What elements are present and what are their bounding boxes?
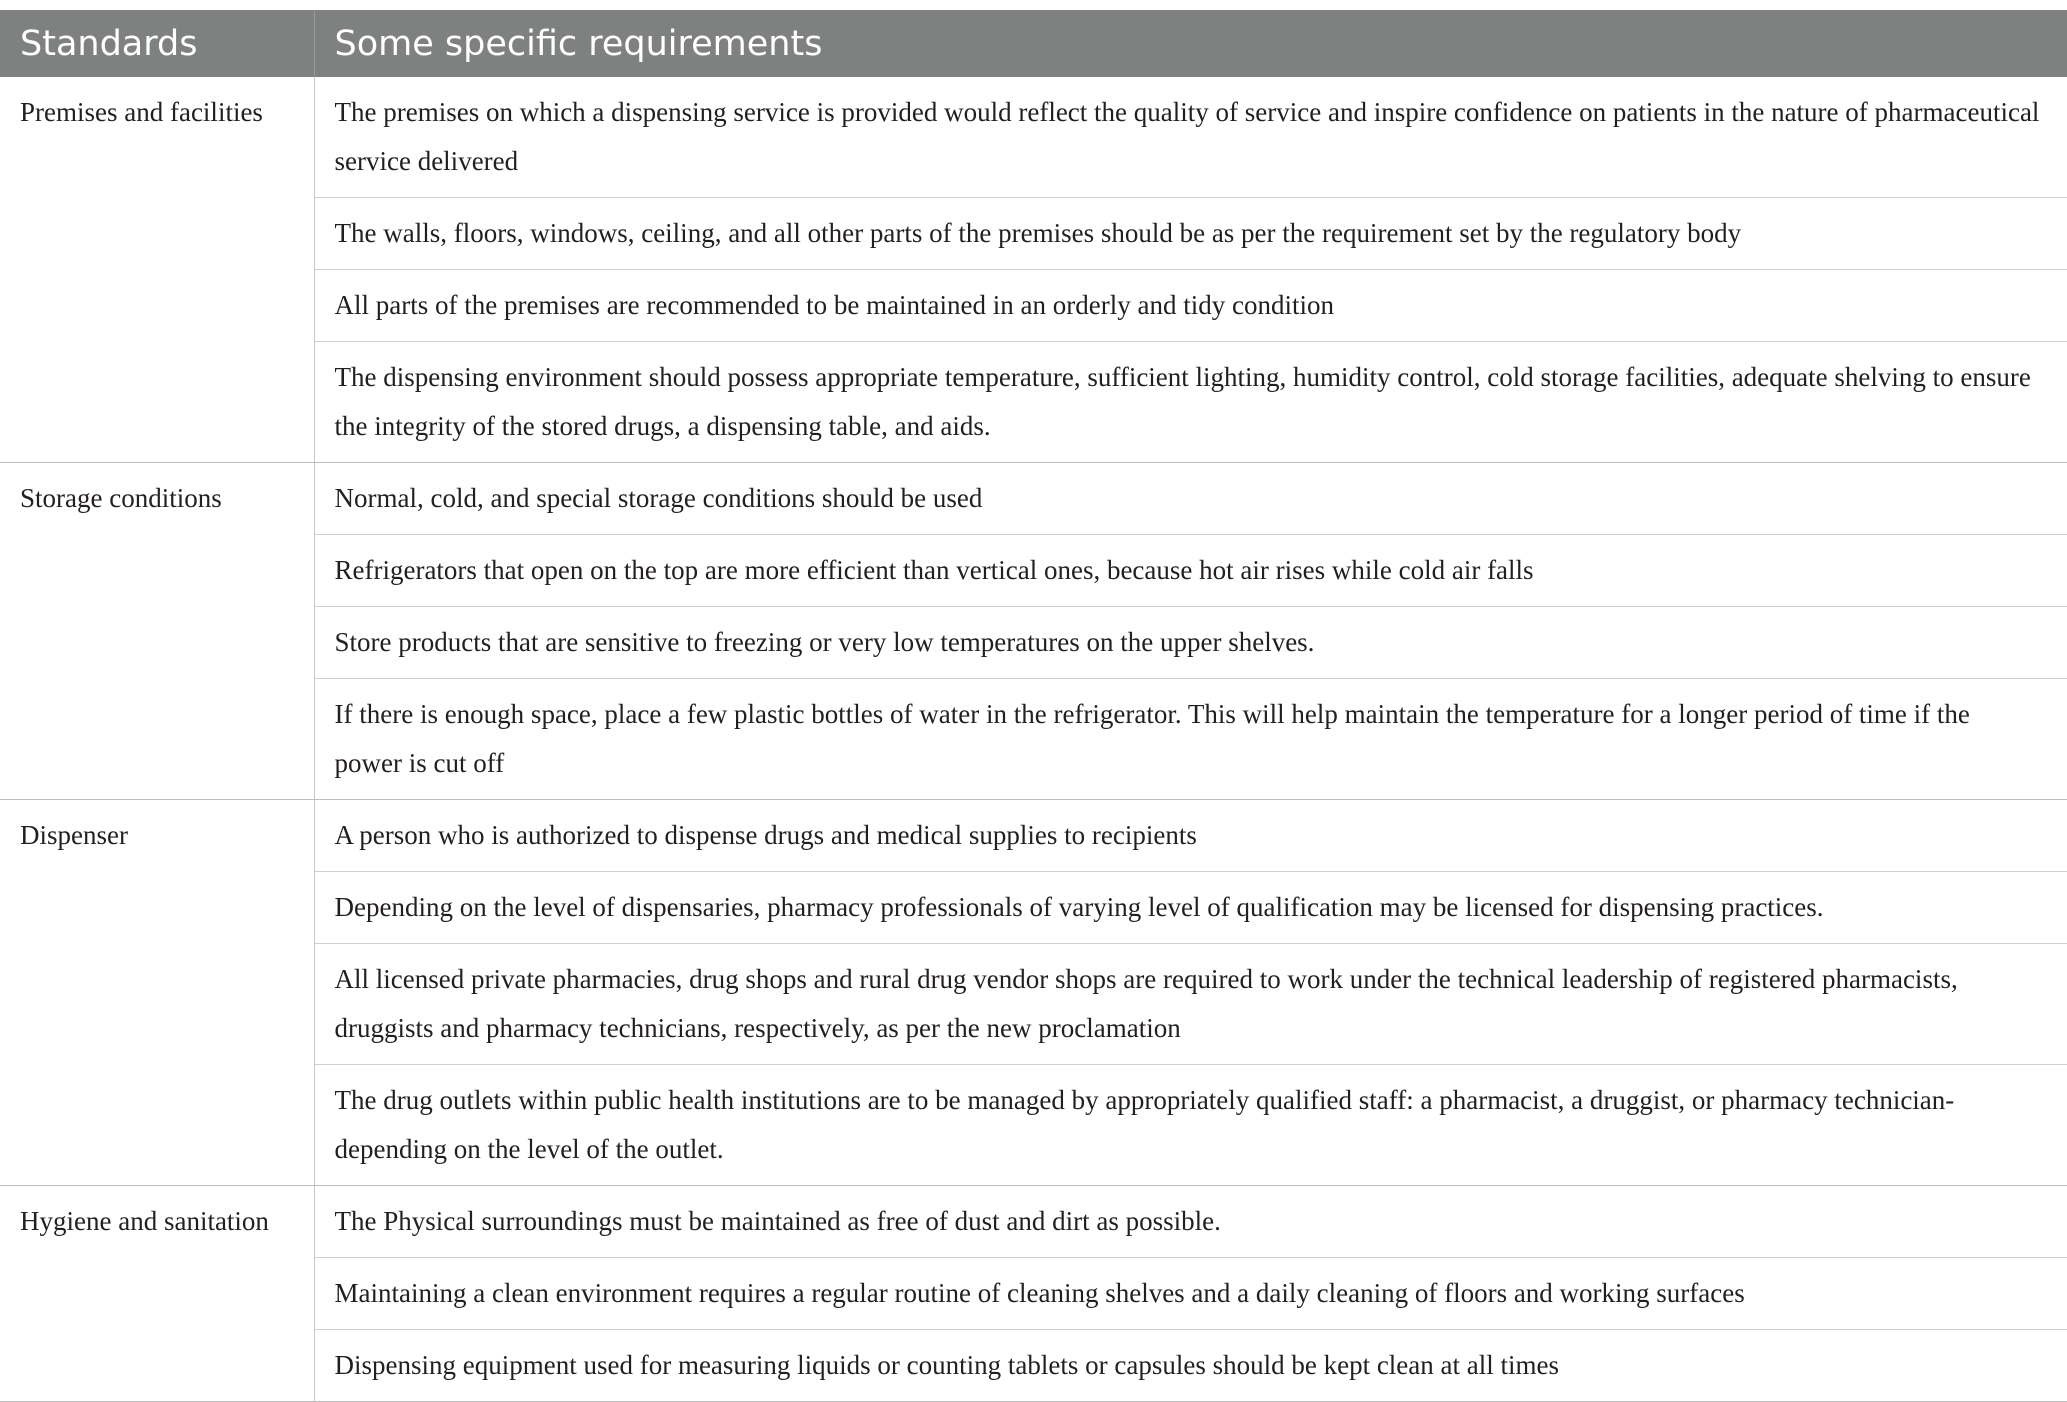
requirement-cell: The dispensing environment should possess appropriate temperature, sufficient lighting, humidity control, cold storage facilities, adequate shelving to ensure the integrity of the stored drugs, a dispensing table, and aids. [314,342,2067,463]
requirement-cell: The walls, floors, windows, ceiling, and all other parts of the premises should be as per the requirement set by the regulatory body [314,198,2067,270]
requirement-cell: The drug outlets within public health institutions are to be managed by appropriately qualified staff: a pharmacist, a druggist, or pharmacy technician-depending on the level of the outlet. [314,1065,2067,1186]
requirement-cell: The Physical surroundings must be maintained as free of dust and dirt as possible. [314,1186,2067,1258]
standards-requirements-table [0,10,2067,1402]
requirement-cell: Refrigerators that open on the top are more efficient than vertical ones, because hot air rises while cold air falls [314,535,2067,607]
header-standards: Standards [0,10,314,77]
requirement-cell: Maintaining a clean environment requires a regular routine of cleaning shelves and a daily cleaning of floors and working surfaces [314,1258,2067,1330]
requirement-cell: Store products that are sensitive to freezing or very low temperatures on the upper shelves. [314,607,2067,679]
standard-cell-dispenser: Dispenser [0,800,314,1186]
header-row [0,10,2067,77]
requirement-cell: All licensed private pharmacies, drug shops and rural drug vendor shops are required to work under the technical leadership of registered pharmacists, druggists and pharmacy technicians, respectively, as per the new proclamation [314,944,2067,1065]
table-header [0,10,2067,77]
table-row [0,800,2067,872]
table-row [0,1186,2067,1258]
standards-table-container [0,10,2067,1402]
requirement-cell: Dispensing equipment used for measuring liquids or counting tablets or capsules should be kept clean at all times [314,1330,2067,1402]
table-row [0,463,2067,535]
requirement-cell: The premises on which a dispensing service is provided would reflect the quality of service and inspire confidence on patients in the nature of pharmaceutical service delivered [314,77,2067,198]
table-row [0,77,2067,198]
standard-cell-premises: Premises and facilities [0,77,314,463]
header-requirements: Some specific requirements [314,10,2067,77]
table-body [0,77,2067,1402]
requirement-cell: Depending on the level of dispensaries, pharmacy professionals of varying level of qualification may be licensed for dispensing practices. [314,872,2067,944]
requirement-cell: If there is enough space, place a few plastic bottles of water in the refrigerator. This will help maintain the temperature for a longer period of time if the power is cut off [314,679,2067,800]
requirement-cell: Normal, cold, and special storage conditions should be used [314,463,2067,535]
standard-cell-hygiene: Hygiene and sanitation [0,1186,314,1402]
standard-cell-storage: Storage conditions [0,463,314,800]
requirement-cell: All parts of the premises are recommended to be maintained in an orderly and tidy condition [314,270,2067,342]
requirement-cell: A person who is authorized to dispense drugs and medical supplies to recipients [314,800,2067,872]
